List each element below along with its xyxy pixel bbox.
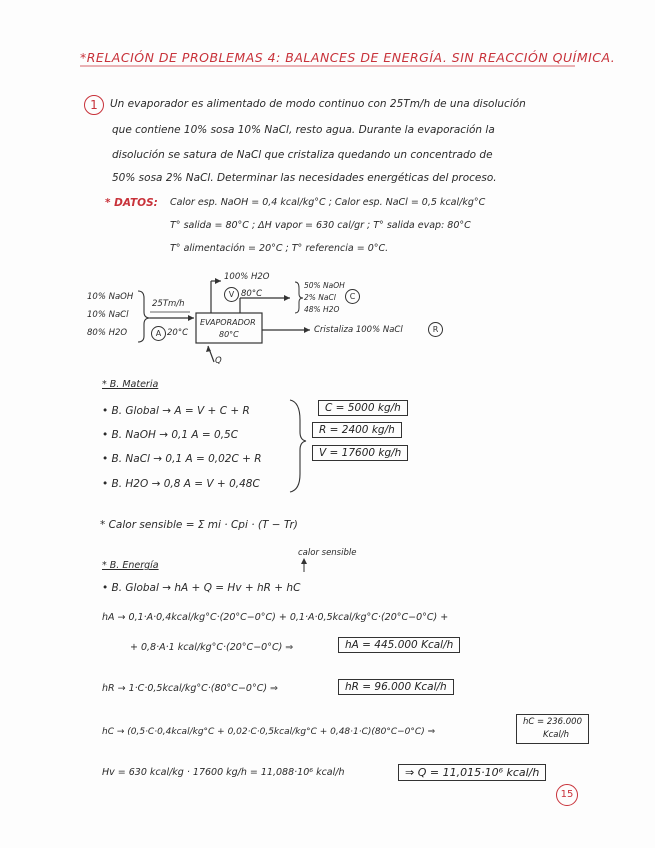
materia-line-1: • B. Global → A = V + C + R [102,405,250,417]
datos-label: * DATOS: [105,197,158,209]
page-title: *RELACIÓN DE PROBLEMAS 4: BALANCES DE ENERGÍA. SIN REACCIÓN QUÍMICA. [80,50,616,65]
crystal-label: Cristaliza 100% NaCl [314,325,403,335]
heat-label: Q [215,356,222,366]
hR-equation: hR → 1·C·0,5kcal/kg°C·(80°C−0°C) ⇒ [102,683,279,694]
stream-c-badge: C [345,289,360,304]
feed-comp-2: 10% NaCl [87,310,129,320]
hA-equation-2: + 0,8·A·1 kcal/kg°C·(20°C−0°C) ⇒ [130,642,294,653]
datos-line-1: Calor esp. NaOH = 0,4 kcal/kg°C ; Calor esp. NaCl = 0,5 kcal/kg°C [170,197,486,208]
datos-line-2: T° salida = 80°C ; ΔH vapor = 630 cal/gr ; T° salida evap: 80°C [170,220,471,231]
feed-temp: 20°C [167,328,189,338]
sensible-annotation: calor sensible [298,548,357,558]
datos-line-3: T° alimentación = 20°C ; T° referencia = 0°C. [170,243,389,254]
Hv-equation: Hv = 630 kcal/kg · 17600 kg/h = 11,088·10⁶ kcal/h [102,767,345,778]
feed-comp-1: 10% NaOH [87,292,134,302]
conc-comp-1: 50% NaOH [304,281,345,290]
hC-equation: hC → (0,5·C·0,4kcal/kg°C + 0,02·C·0,5kcal/kg°C + 0,48·1·C)(80°C−0°C) ⇒ [102,727,436,737]
materia-line-3: • B. NaCl → 0,1 A = 0,02C + R [102,453,262,465]
evaporator-label: EVAPORADOR [200,318,256,327]
hC-result-unit: Kcal/h [543,730,570,740]
energia-global: • B. Global → hA + Q = Hv + hR + hC [102,582,301,594]
vapor-label: 100% H2O [224,272,270,282]
stream-v-badge: V [224,287,239,302]
Q-result: ⇒ Q = 11,015·10⁶ kcal/h [398,764,546,781]
vapor-temp: 80°C [241,289,263,299]
energia-heading: * B. Energía [102,560,159,571]
hC-result [516,714,589,744]
feed-comp-3: 80% H2O [87,328,128,338]
materia-line-4: • B. H2O → 0,8 A = V + 0,48C [102,478,260,490]
materia-heading: * B. Materia [102,379,159,390]
hA-result: hA = 445.000 Kcal/h [338,637,460,653]
result-v: V = 17600 kg/h [312,445,408,461]
problem-line-2: que contiene 10% sosa 10% NaCl, resto agua. Durante la evaporación la [112,124,495,136]
page-number: 15 [556,784,578,806]
problem-number-badge: 1 [84,95,104,115]
stream-r-badge: R [428,322,443,337]
hR-result: hR = 96.000 Kcal/h [338,679,454,695]
hA-equation-1: hA → 0,1·A·0,4kcal/kg°C·(20°C−0°C) + 0,1·A·0,5kcal/kg°C·(20°C−0°C) + [102,612,449,623]
materia-line-2: • B. NaOH → 0,1 A = 0,5C [102,429,239,441]
feed-rate: 25Tm/h [152,299,185,309]
hC-result-value: hC = 236.000 [523,717,582,727]
stream-a-badge: A [151,326,166,341]
sensible-heat-definition: * Calor sensible = Σ mi · Cpi · (T − Tr) [100,519,298,531]
problem-line-1: Un evaporador es alimentado de modo continuo con 25Tm/h de una disolución [110,98,526,110]
evaporator-temp: 80°C [219,330,239,339]
problem-line-3: disolución se satura de NaCl que cristaliza quedando un concentrado de [112,149,493,161]
result-r: R = 2400 kg/h [312,422,402,438]
conc-comp-3: 48% H2O [304,305,340,314]
result-c: C = 5000 kg/h [318,400,408,416]
conc-comp-2: 2% NaCl [304,293,336,302]
problem-line-4: 50% sosa 2% NaCl. Determinar las necesidades energéticas del proceso. [112,172,497,184]
